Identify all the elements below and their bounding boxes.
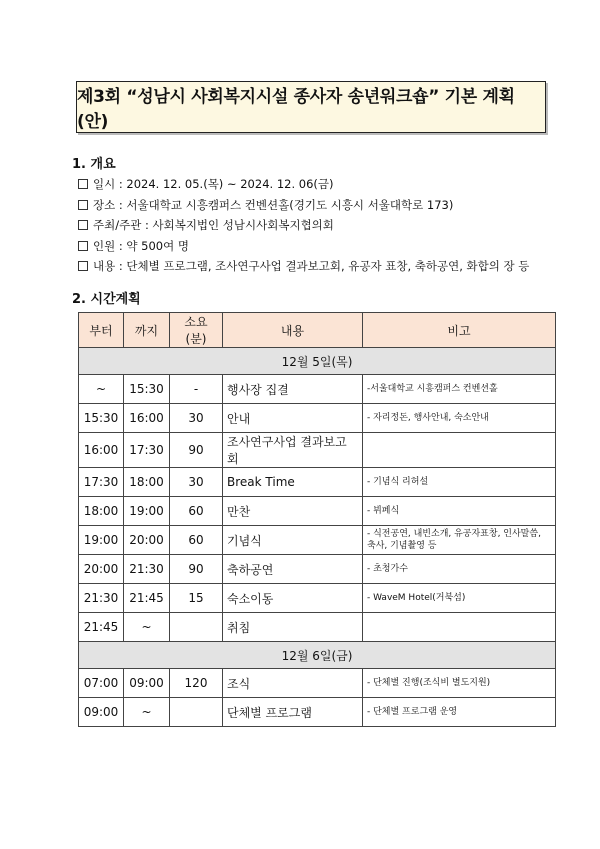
column-header: 내용 (223, 313, 363, 348)
time-from-cell: 16:00 (79, 433, 124, 468)
time-to-cell: 16:00 (124, 404, 170, 433)
column-header: 까지 (124, 313, 170, 348)
schedule-heading: 2. 시간계획 (72, 292, 141, 307)
duration-cell (170, 613, 223, 642)
time-to-cell: ~ (124, 698, 170, 727)
overview-heading: 1. 개요 (72, 157, 116, 172)
schedule-body (79, 348, 556, 727)
table-row (79, 555, 556, 584)
note-cell: - 초청가수 (363, 555, 556, 584)
duration-cell: 90 (170, 555, 223, 584)
day-header-row (79, 642, 556, 669)
table-header-row (79, 313, 556, 348)
note-cell: -서울대학교 시흥캠퍼스 컨벤션홀 (363, 375, 556, 404)
content-cell: 숙소이동 (223, 584, 363, 613)
checkbox-icon (78, 241, 88, 251)
content-cell: 만찬 (223, 497, 363, 526)
list-item: 내용 : 단체별 프로그램, 조사연구사업 결과보고회, 유공자 표창, 축하공연, 화합의 장 등 (78, 256, 529, 277)
duration-cell: 30 (170, 404, 223, 433)
time-to-cell: 09:00 (124, 669, 170, 698)
time-from-cell: 19:00 (79, 526, 124, 555)
time-from-cell: 09:00 (79, 698, 124, 727)
duration-cell: 90 (170, 433, 223, 468)
time-to-cell: 18:00 (124, 468, 170, 497)
content-cell: 조식 (223, 669, 363, 698)
column-header: 비고 (363, 313, 556, 348)
content-cell: 단체별 프로그램 (223, 698, 363, 727)
day-label: 12월 6일(금) (79, 642, 556, 669)
duration-cell: 15 (170, 584, 223, 613)
table-row (79, 526, 556, 555)
document-title: 제3회 “성남시 사회복지시설 종사자 송년워크숍” 기본 계획(안) (76, 81, 546, 133)
time-from-cell: 21:45 (79, 613, 124, 642)
note-cell (363, 613, 556, 642)
content-cell: 취침 (223, 613, 363, 642)
checkbox-icon (78, 261, 88, 271)
content-cell: 안내 (223, 404, 363, 433)
checkbox-icon (78, 220, 88, 230)
overview-list (78, 174, 529, 277)
note-cell: - 뷔페식 (363, 497, 556, 526)
table-row (79, 669, 556, 698)
note-cell (363, 433, 556, 468)
note-cell: - WaveM Hotel(거북섬) (363, 584, 556, 613)
list-item: 주최/주관 : 사회복지법인 성남시사회복지협의회 (78, 215, 529, 236)
time-from-cell: 15:30 (79, 404, 124, 433)
note-cell: - 식전공연, 내빈소개, 유공자표창, 인사말씀, 축사, 기념촬영 등 (363, 526, 556, 555)
time-to-cell: 21:45 (124, 584, 170, 613)
table-row (79, 468, 556, 497)
table-row (79, 404, 556, 433)
time-to-cell: 15:30 (124, 375, 170, 404)
duration-cell: - (170, 375, 223, 404)
checkbox-icon (78, 179, 88, 189)
time-from-cell: 20:00 (79, 555, 124, 584)
time-from-cell: 17:30 (79, 468, 124, 497)
table-row (79, 375, 556, 404)
day-header-row (79, 348, 556, 375)
time-from-cell: 21:30 (79, 584, 124, 613)
duration-cell: 60 (170, 497, 223, 526)
schedule-table (78, 312, 556, 727)
content-cell: 축하공연 (223, 555, 363, 584)
note-cell: - 기념식 리허설 (363, 468, 556, 497)
day-label: 12월 5일(목) (79, 348, 556, 375)
time-to-cell: 20:00 (124, 526, 170, 555)
column-header: 부터 (79, 313, 124, 348)
content-cell: 기념식 (223, 526, 363, 555)
duration-cell: 30 (170, 468, 223, 497)
time-from-cell: 07:00 (79, 669, 124, 698)
note-cell: - 단체별 진행(조식비 별도지원) (363, 669, 556, 698)
table-row (79, 433, 556, 468)
table-row (79, 613, 556, 642)
checkbox-icon (78, 200, 88, 210)
table-row (79, 584, 556, 613)
time-from-cell: ~ (79, 375, 124, 404)
time-from-cell: 18:00 (79, 497, 124, 526)
table-row (79, 698, 556, 727)
time-to-cell: ~ (124, 613, 170, 642)
content-cell: 조사연구사업 결과보고회 (223, 433, 363, 468)
duration-cell: 120 (170, 669, 223, 698)
time-to-cell: 21:30 (124, 555, 170, 584)
time-to-cell: 19:00 (124, 497, 170, 526)
list-item: 일시 : 2024. 12. 05.(목) ~ 2024. 12. 06(금) (78, 174, 529, 195)
column-header: 소요(분) (170, 313, 223, 348)
content-cell: 행사장 집결 (223, 375, 363, 404)
list-item: 인원 : 약 500여 명 (78, 236, 529, 257)
table-row (79, 497, 556, 526)
time-to-cell: 17:30 (124, 433, 170, 468)
content-cell: Break Time (223, 468, 363, 497)
note-cell: - 자리정돈, 행사안내, 숙소안내 (363, 404, 556, 433)
duration-cell (170, 698, 223, 727)
list-item: 장소 : 서울대학교 시흥캠퍼스 컨벤션홀(경기도 시흥시 서울대학로 173) (78, 195, 529, 216)
duration-cell: 60 (170, 526, 223, 555)
note-cell: - 단체별 프로그램 운영 (363, 698, 556, 727)
